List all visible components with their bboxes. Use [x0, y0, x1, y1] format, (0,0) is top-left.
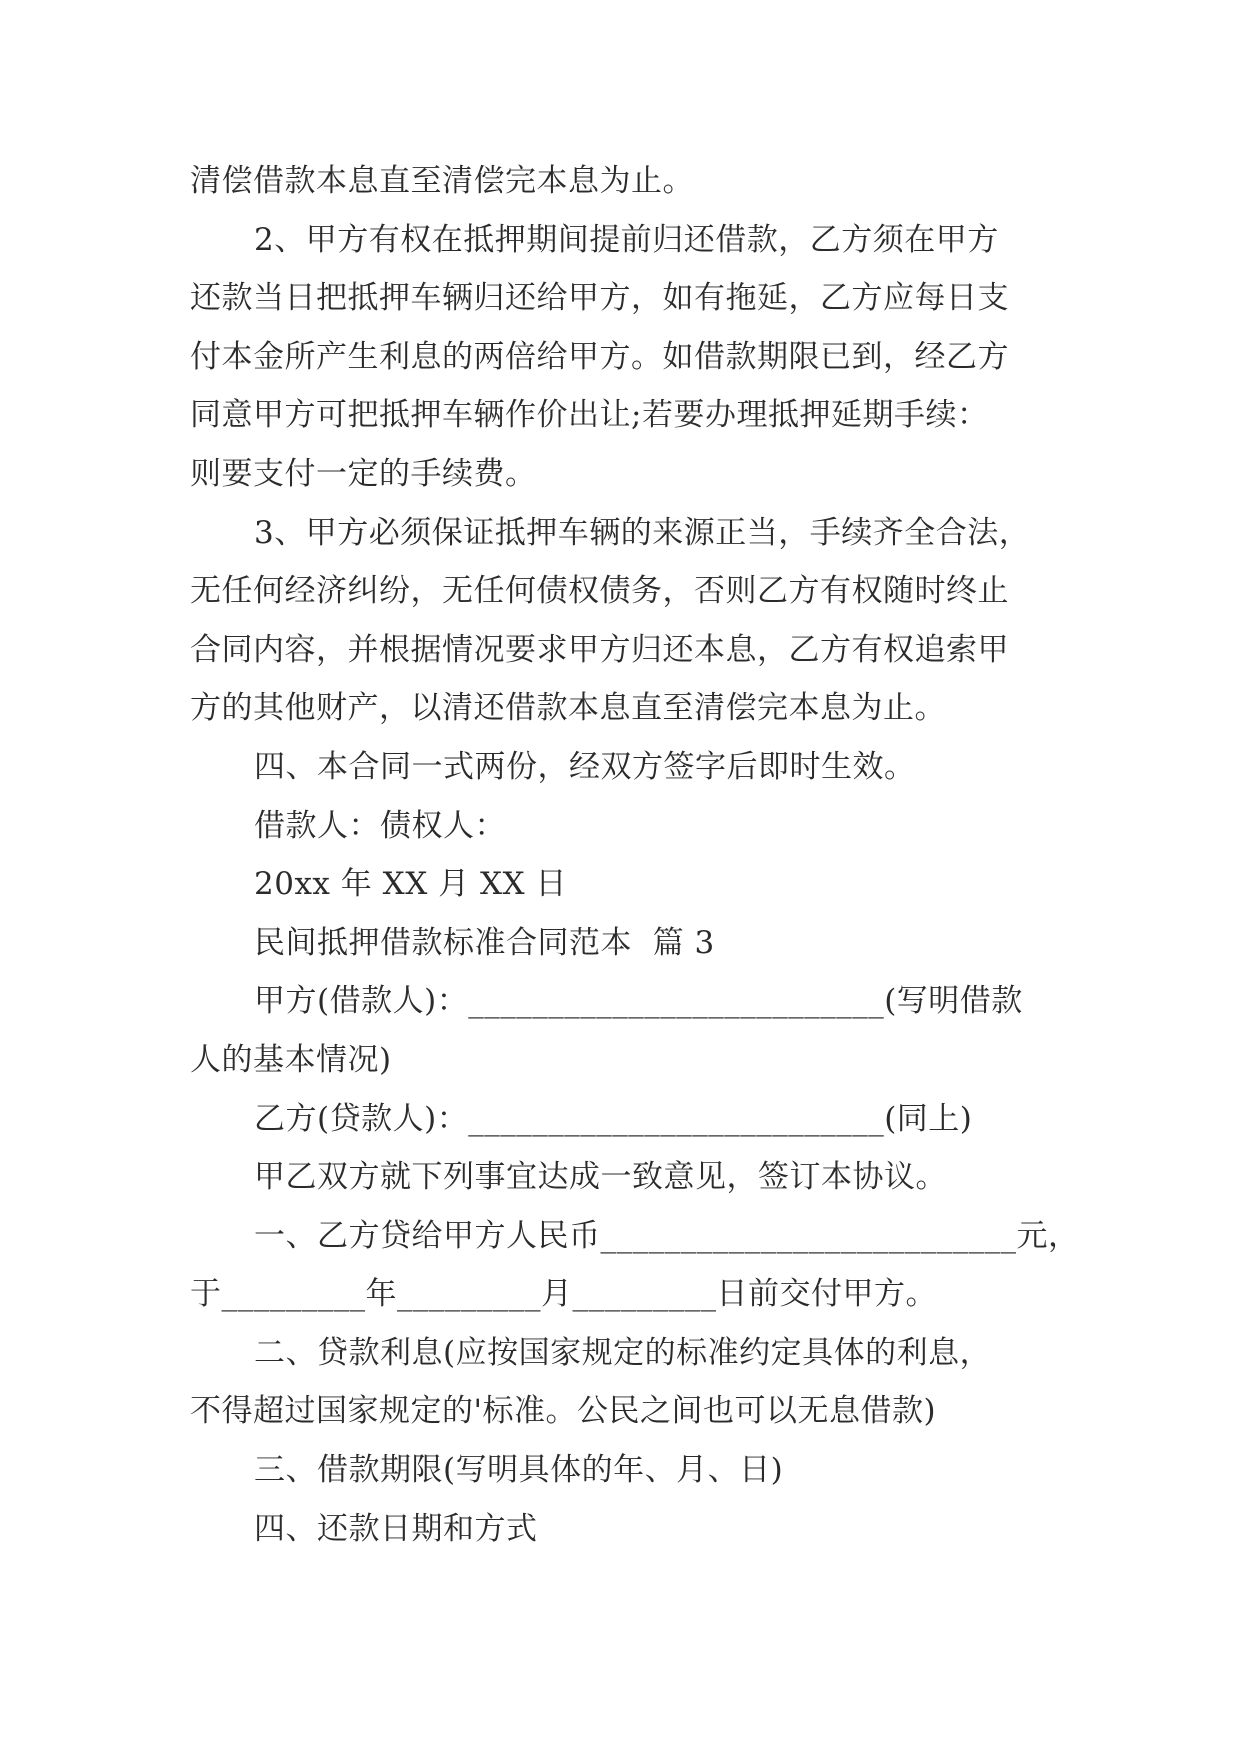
text-line: 还款当日把抵押车辆归还给甲方，如有拖延，乙方应每日支	[190, 280, 1009, 317]
text-line: 于_________年_________月_________日前交付甲方。	[190, 1276, 937, 1313]
text-line: 付本金所产生利息的两倍给甲方。如借款期限已到，经乙方	[190, 338, 1009, 375]
date-line: 20xx 年 XX 月 XX 日	[254, 866, 567, 903]
section-heading: 民间抵押借款标准合同范本 篇 3	[254, 924, 715, 961]
text-line: 3、甲方必须保证抵押车辆的来源正当，手续齐全合法，	[254, 514, 1031, 551]
text-line: 二、贷款利息(应按国家规定的标准约定具体的利息，	[254, 1334, 992, 1371]
text-line: 则要支付一定的手续费。	[190, 455, 537, 492]
text-line: 2、甲方有权在抵押期间提前归还借款，乙方须在甲方	[254, 221, 999, 258]
text-line: 甲方(借款人)：__________________________(写明借款	[254, 983, 1023, 1020]
text-line: 方的其他财产，以清还借款本息直至清偿完本息为止。	[190, 690, 946, 727]
text-line: 四、本合同一式两份，经双方签字后即时生效。	[254, 748, 916, 785]
text-line: 乙方(贷款人)：__________________________(同上)	[254, 1100, 973, 1137]
text-line: 甲乙双方就下列事宜达成一致意见，签订本协议。	[254, 1159, 947, 1196]
text-line: 不得超过国家规定的'标准。公民之间也可以无息借款)	[190, 1393, 937, 1430]
contract-text	[190, 152, 1080, 1558]
text-line: 同意甲方可把抵押车辆作价出让;若要办理抵押延期手续：	[190, 397, 989, 434]
signature-line: 借款人：债权人：	[254, 807, 506, 844]
text-line: 一、乙方贷给甲方人民币__________________________元，	[254, 1217, 1080, 1254]
text-line: 合同内容，并根据情况要求甲方归还本息，乙方有权追索甲	[190, 631, 1009, 668]
text-line: 人的基本情况)	[190, 1041, 392, 1078]
text-line: 无任何经济纠纷，无任何债权债务，否则乙方有权随时终止	[190, 573, 1009, 610]
text-line: 清偿借款本息直至清偿完本息为止。	[190, 163, 694, 199]
text-line: 三、借款期限(写明具体的年、月、日)	[254, 1452, 784, 1489]
text-line: 四、还款日期和方式	[254, 1510, 538, 1547]
